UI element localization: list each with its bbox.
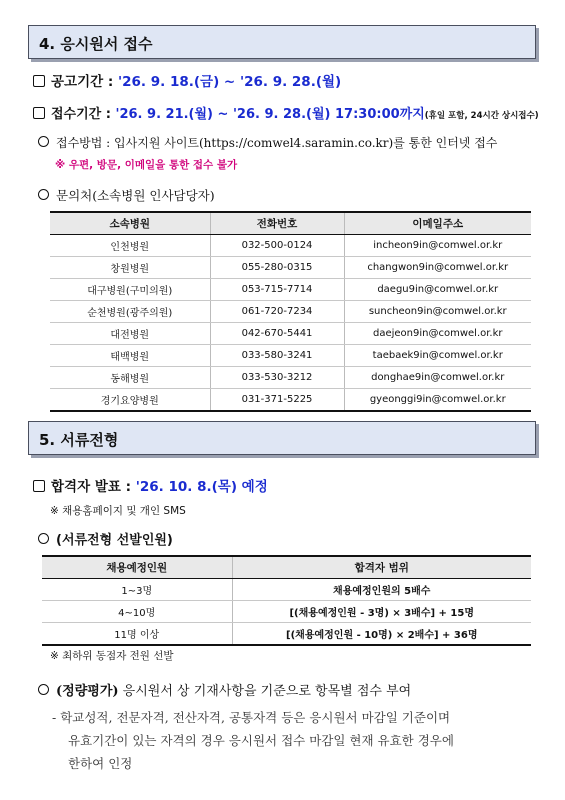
quant-desc-line-1: - 학교성적, 전문자격, 전산자격, 공통자격 등은 응시원서 마감일 기준이며	[52, 710, 451, 725]
table-row	[50, 257, 531, 279]
phone-cell: 031-371-5225	[210, 389, 344, 412]
selection-header-range: 합격자 범위	[232, 556, 531, 579]
planned-cell: 11명 이상	[42, 623, 232, 646]
table-row	[42, 601, 531, 623]
phone-cell: 055-280-0315	[210, 257, 344, 279]
method-warning: ※ 우편, 방문, 이메일을 통한 접수 불가	[55, 159, 238, 171]
circle-bullet-icon	[38, 136, 49, 147]
result-announcement: 합격자 발표 : '26. 10. 8.(목) 예정	[33, 475, 268, 495]
selection-title: (서류전형 선발인원)	[38, 529, 173, 548]
checkbox-square-icon	[33, 75, 45, 87]
section-4-header	[28, 25, 536, 59]
table-row	[50, 367, 531, 389]
contact-title: 문의처(소속병원 인사담당자)	[38, 186, 215, 204]
quant-desc-line-3: 한하여 인정	[68, 756, 133, 771]
receipt-period: 접수기간 : '26. 9. 21.(월) ~ '26. 9. 28.(월) 17:30:00까지(휴일 포함, 24시간 상시접수)	[33, 103, 539, 122]
table-row	[50, 323, 531, 345]
hospital-cell: 동해병원	[50, 367, 210, 389]
announce-period: 공고기간 : '26. 9. 18.(금) ~ '26. 9. 28.(월)	[33, 70, 341, 90]
section-5-title: 5. 서류전형	[39, 431, 119, 449]
selection-note: ※ 최하위 동점자 전원 선발	[50, 650, 174, 662]
contact-header-phone: 전화번호	[210, 212, 344, 235]
table-row	[50, 279, 531, 301]
hospital-cell: 인천병원	[50, 235, 210, 257]
contact-table	[50, 211, 531, 412]
selection-table	[42, 555, 531, 646]
hospital-cell: 태백병원	[50, 345, 210, 367]
section-5-header	[28, 421, 536, 455]
range-cell: [(채용예정인원 - 3명) × 3배수] + 15명	[232, 601, 531, 623]
table-row	[50, 235, 531, 257]
phone-cell: 061-720-7234	[210, 301, 344, 323]
planned-cell: 4~10명	[42, 601, 232, 623]
email-cell: daegu9in@comwel.or.kr	[344, 279, 531, 301]
circle-bullet-icon	[38, 533, 49, 544]
checkbox-square-icon	[33, 480, 45, 492]
email-cell: incheon9in@comwel.or.kr	[344, 235, 531, 257]
hospital-cell: 순천병원(광주의원)	[50, 301, 210, 323]
table-row	[50, 345, 531, 367]
circle-bullet-icon	[38, 189, 49, 200]
hospital-cell: 대전병원	[50, 323, 210, 345]
hospital-cell: 창원병원	[50, 257, 210, 279]
range-cell: [(채용예정인원 - 10명) × 2배수] + 36명	[232, 623, 531, 646]
quant-desc-line-2: 유효기간이 있는 자격의 경우 응시원서 접수 마감일 현재 유효한 경우에	[68, 733, 454, 748]
hospital-cell: 대구병원(구미의원)	[50, 279, 210, 301]
contact-header-email: 이메일주소	[344, 212, 531, 235]
phone-cell: 053-715-7714	[210, 279, 344, 301]
phone-cell: 042-670-5441	[210, 323, 344, 345]
hospital-cell: 경기요양병원	[50, 389, 210, 412]
section-4-title: 4. 응시원서 접수	[39, 35, 153, 53]
range-cell: 채용예정인원의 5배수	[232, 579, 531, 601]
selection-header-planned: 채용예정인원	[42, 556, 232, 579]
quantitative-evaluation: (정량평가) 응시원서 상 기재사항을 기준으로 항목별 점수 부여	[38, 680, 411, 699]
email-cell: donghae9in@comwel.or.kr	[344, 367, 531, 389]
phone-cell: 033-530-3212	[210, 367, 344, 389]
phone-cell: 032-500-0124	[210, 235, 344, 257]
table-row	[42, 579, 531, 601]
circle-bullet-icon	[38, 684, 49, 695]
email-cell: changwon9in@comwel.or.kr	[344, 257, 531, 279]
table-row	[50, 389, 531, 412]
planned-cell: 1~3명	[42, 579, 232, 601]
contact-header-hospital: 소속병원	[50, 212, 210, 235]
table-row	[42, 623, 531, 646]
email-cell: gyeonggi9in@comwel.or.kr	[344, 389, 531, 412]
email-cell: suncheon9in@comwel.or.kr	[344, 301, 531, 323]
result-note: ※ 채용홈페이지 및 개인 SMS	[50, 505, 186, 517]
email-cell: daejeon9in@comwel.or.kr	[344, 323, 531, 345]
checkbox-square-icon	[33, 107, 45, 119]
table-row	[50, 301, 531, 323]
receipt-method: 접수방법 : 입사지원 사이트(https://comwel4.saramin.co.kr)를 통한 인터넷 접수	[38, 134, 497, 151]
email-cell: taebaek9in@comwel.or.kr	[344, 345, 531, 367]
phone-cell: 033-580-3241	[210, 345, 344, 367]
